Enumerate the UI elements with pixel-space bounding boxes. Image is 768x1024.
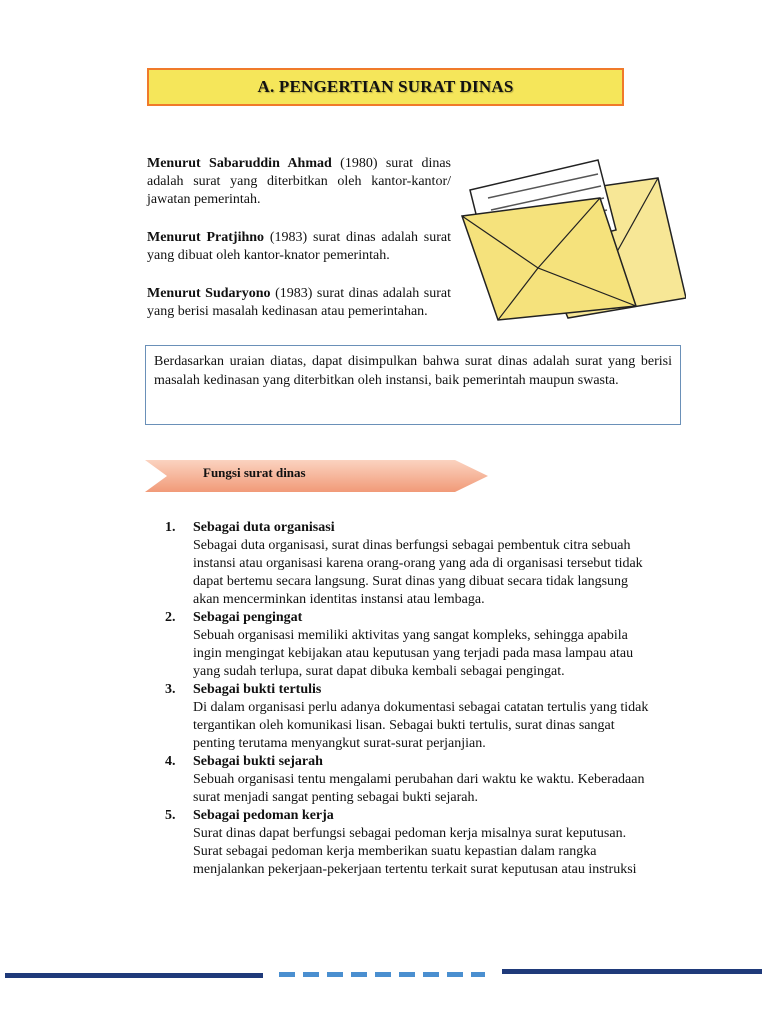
summary-box: Berdasarkan uraian diatas, dapat disimpulkan bahwa surat dinas adalah surat yang berisi masalah kedinasan yang diterbitkan oleh instansi, baik pemerintah maupun swasta. [145, 345, 681, 425]
definition-sudaryono [147, 285, 451, 321]
item-description: Sebagai duta organisasi, surat dinas berfungsi sebagai pembentuk citra sebuah instansi atau organisasi karena orang-orang yang ada di organisasi tersebut tidak dapat bertemu secara langsung. Surat dinas yang dibuat secara tidak langsung akan mencerminkan identitas instansi atau lembaga. [193, 538, 643, 607]
definition-text: (1980) surat dinas adalah surat yang diterbitkan oleh kantor-kantor/ jawatan pemerintah. [147, 156, 451, 207]
item-number: 3. [165, 682, 176, 697]
page-title: A. PENGERTIAN SURAT DINAS [147, 68, 624, 106]
list-item [165, 807, 655, 879]
item-title: Sebagai bukti tertulis [193, 682, 322, 697]
item-number: 4. [165, 754, 176, 769]
footer-decoration [0, 965, 768, 985]
definition-author: Menurut Sudaryono [147, 286, 271, 301]
definition-sabaruddin [147, 155, 451, 209]
definition-author: Menurut Sabaruddin Ahmad [147, 156, 332, 171]
section-label: Fungsi surat dinas [203, 465, 306, 480]
definition-author: Menurut Pratjihno [147, 230, 265, 245]
envelope-with-letter-icon [458, 158, 686, 323]
item-title: Sebagai pedoman kerja [193, 808, 334, 823]
item-number: 5. [165, 808, 176, 823]
item-description: Di dalam organisasi perlu adanya dokumentasi sebagai catatan tertulis yang tidak tergantikan oleh komunikasi lisan. Sebagai bukti tertulis, surat dinas sangat penting terutama menyangkut surat-surat perjanjian. [193, 700, 649, 751]
list-item [165, 609, 655, 681]
item-title: Sebagai duta organisasi [193, 520, 335, 535]
item-number: 1. [165, 520, 176, 535]
list-item [165, 681, 655, 753]
item-title: Sebagai pengingat [193, 610, 303, 625]
list-item [165, 753, 655, 807]
item-description: Sebuah organisasi tentu mengalami perubahan dari waktu ke waktu. Keberadaan surat menjadi sangat penting sebagai bukti sejarah. [193, 772, 645, 805]
item-number: 2. [165, 610, 176, 625]
list-item [165, 519, 655, 609]
definition-pratjihno [147, 229, 451, 265]
definition-text: (1983) surat dinas adalah surat yang berisi masalah kedinasan atau pemerintahan. [147, 286, 451, 319]
definition-text: (1983) surat dinas adalah surat yang dibuat oleh kantor-knator pemerintah. [147, 230, 451, 263]
item-description: Surat dinas dapat berfungsi sebagai pedoman kerja misalnya surat keputusan. Surat sebagai pedoman kerja memberikan suatu kepastian dalam rangka menjalankan pekerjaan-pekerjaan tertentu terkait surat keputusan atau instruksi [193, 826, 637, 877]
functions-list [165, 519, 655, 879]
section-arrow-banner [145, 458, 490, 494]
item-title: Sebagai bukti sejarah [193, 754, 323, 769]
item-description: Sebuah organisasi memiliki aktivitas yang sangat kompleks, sehingga apabila ingin mengingat kebijakan atau keputusan yang terjadi pada masa lampau atau yang sudah terlupa, surat dapat dibuka kembali sebagai pengingat. [193, 628, 634, 679]
